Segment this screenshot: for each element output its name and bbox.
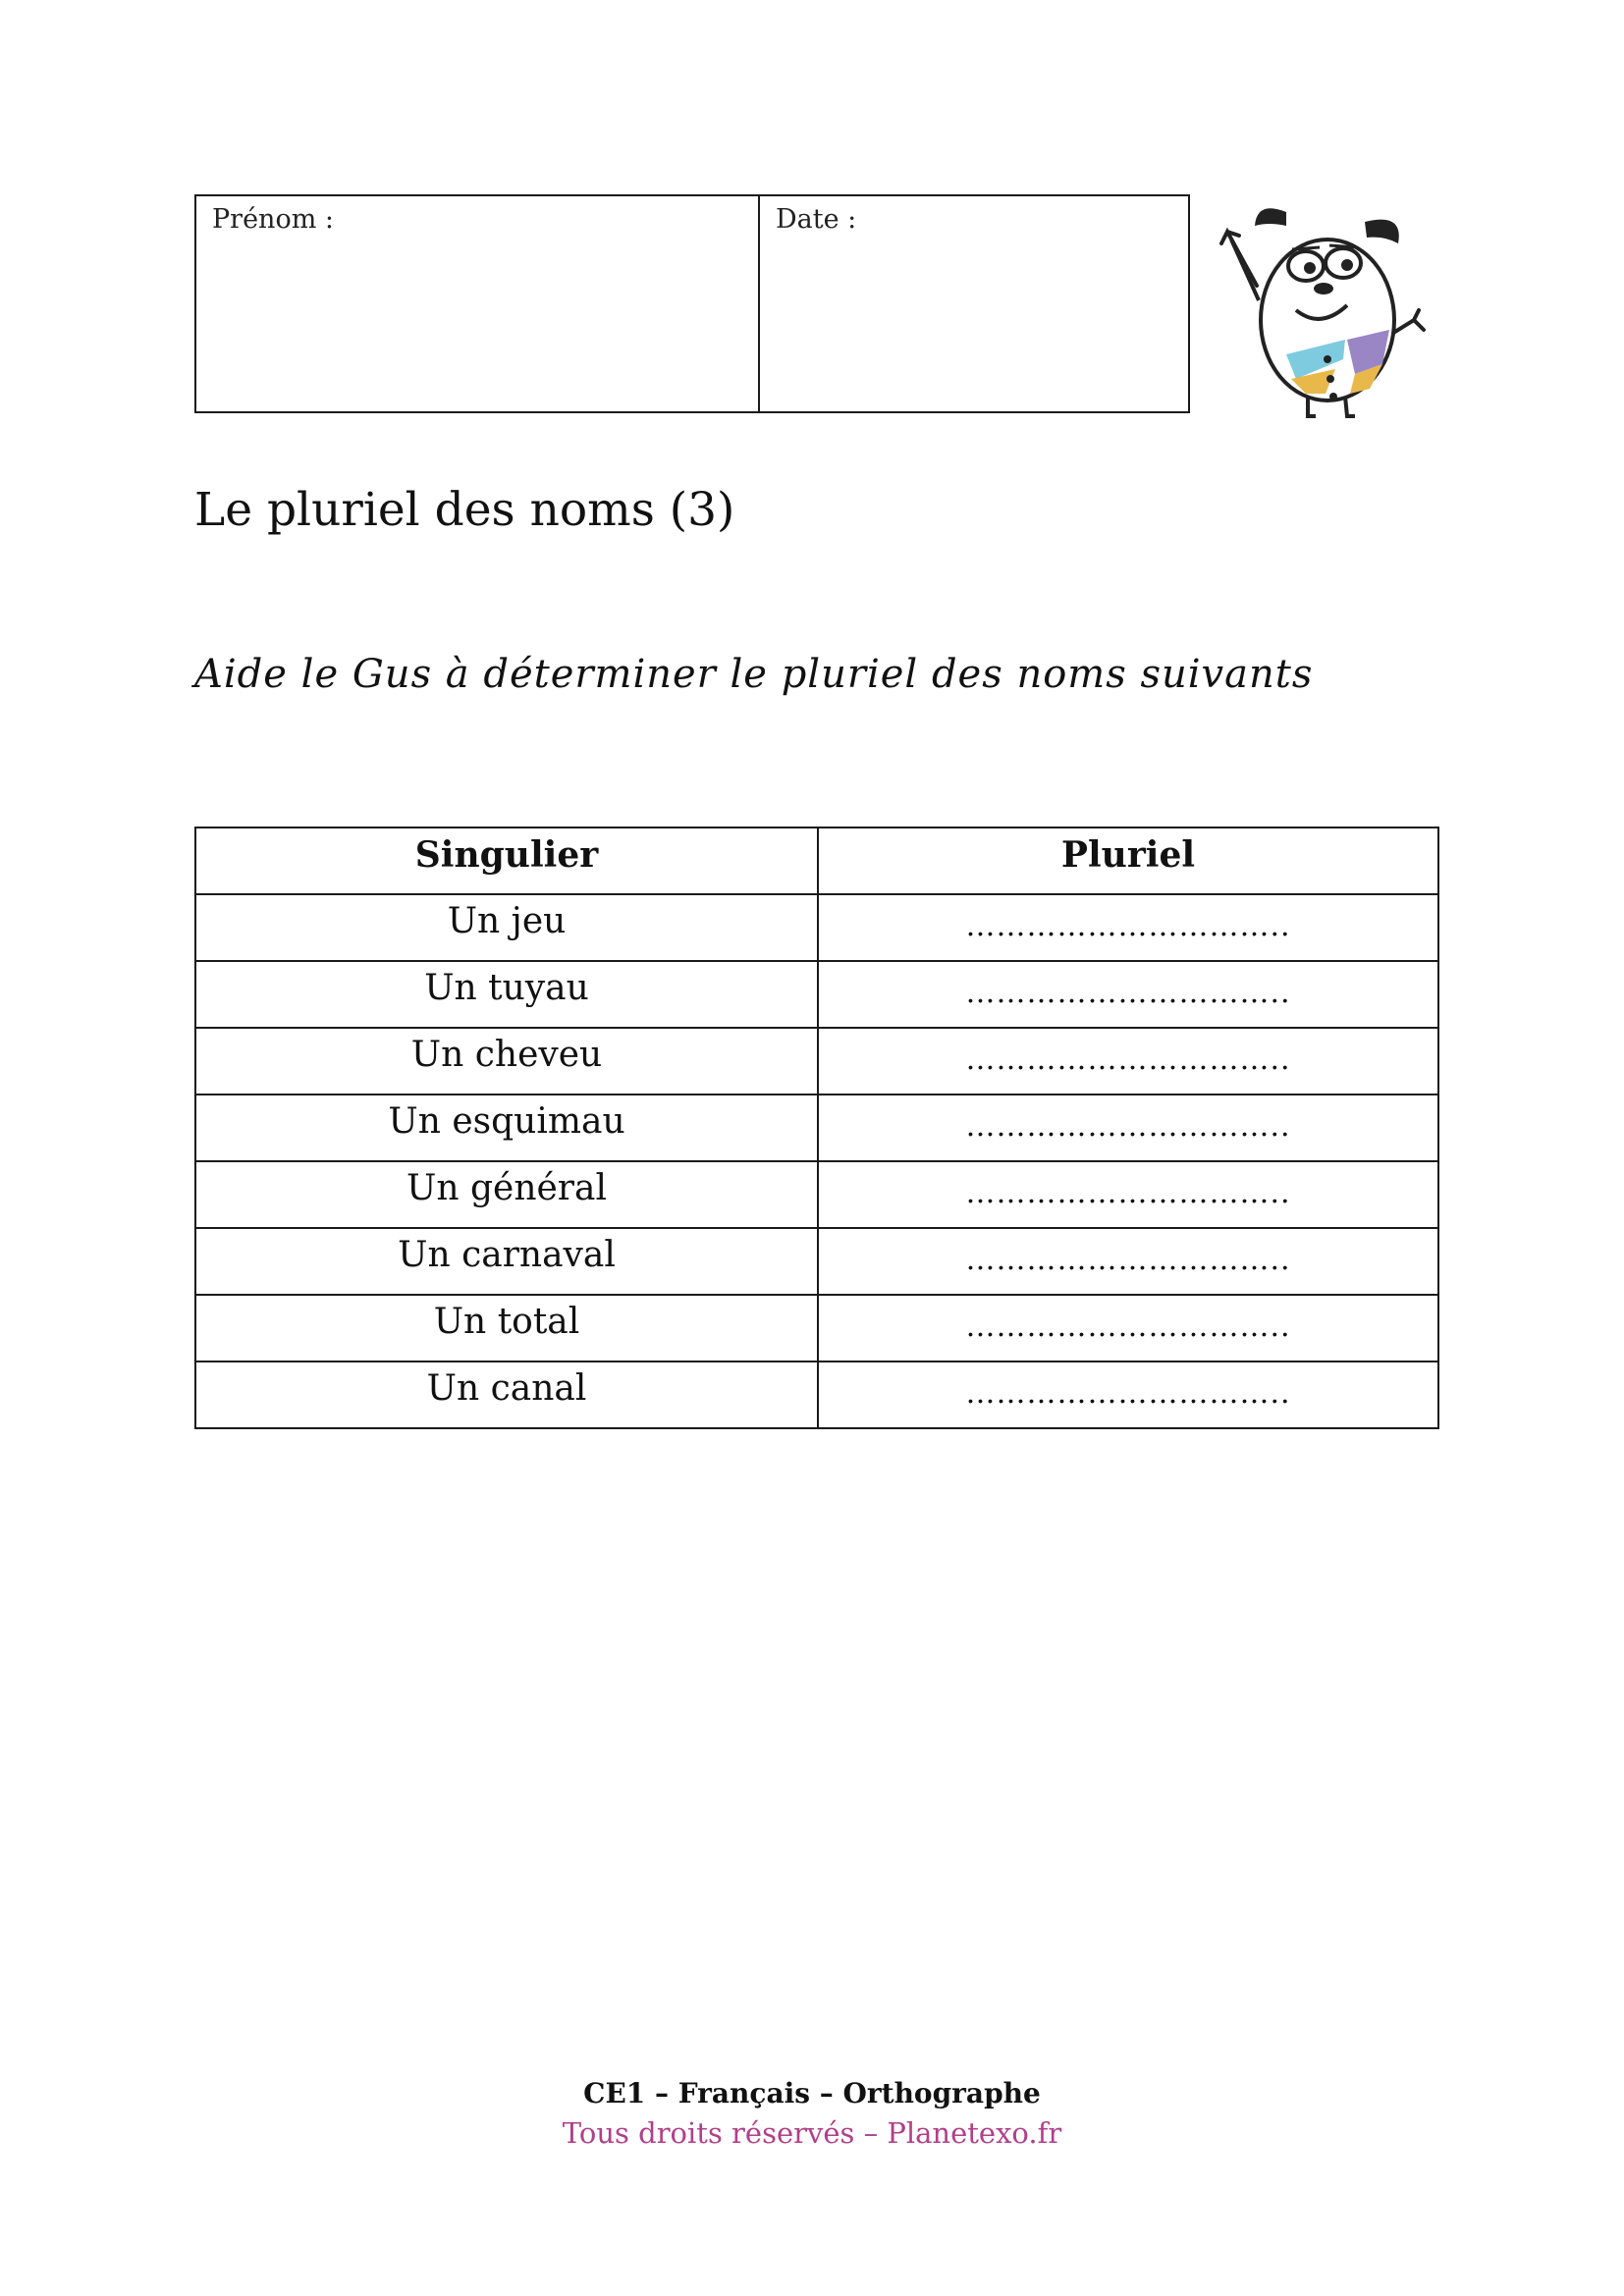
table-row <box>195 1028 1438 1095</box>
singular-cell: Un général <box>195 1161 818 1228</box>
name-field[interactable] <box>196 196 760 411</box>
gus-mascot-icon <box>1218 192 1434 418</box>
name-label: Prénom : <box>212 204 334 235</box>
date-label: Date : <box>776 204 857 235</box>
table-row <box>195 1295 1438 1362</box>
plural-answer-blank[interactable]: ………………………….. <box>818 1362 1438 1428</box>
table-row <box>195 1362 1438 1428</box>
singular-cell: Un esquimau <box>195 1095 818 1161</box>
instruction-text: Aide le Gus à déterminer le pluriel des noms suivants <box>194 652 1314 697</box>
table-header-row <box>195 828 1438 894</box>
table-row <box>195 1095 1438 1161</box>
plural-answer-blank[interactable]: ………………………….. <box>818 1295 1438 1362</box>
table-row <box>195 1228 1438 1295</box>
column-header-singular: Singulier <box>195 828 818 894</box>
plural-answer-blank[interactable]: ………………………….. <box>818 1228 1438 1295</box>
footer-copyright-link[interactable]: Tous droits réservés – Planetexo.fr <box>562 2116 1062 2150</box>
table-row <box>195 894 1438 961</box>
date-field[interactable] <box>760 196 1188 411</box>
footer-subject: CE1 – Français – Orthographe <box>583 2077 1041 2109</box>
singular-cell: Un cheveu <box>195 1028 818 1095</box>
singular-cell: Un canal <box>195 1362 818 1428</box>
singular-cell: Un total <box>195 1295 818 1362</box>
column-header-plural: Pluriel <box>818 828 1438 894</box>
plural-answer-blank[interactable]: ………………………….. <box>818 1161 1438 1228</box>
plural-exercise-table <box>194 827 1439 1429</box>
plural-answer-blank[interactable]: ………………………….. <box>818 894 1438 961</box>
singular-cell: Un jeu <box>195 894 818 961</box>
singular-cell: Un carnaval <box>195 1228 818 1295</box>
table-row <box>195 961 1438 1028</box>
plural-answer-blank[interactable]: ………………………….. <box>818 961 1438 1028</box>
table-row <box>195 1161 1438 1228</box>
singular-cell: Un tuyau <box>195 961 818 1028</box>
student-info-box <box>194 194 1190 413</box>
plural-answer-blank[interactable]: ………………………….. <box>818 1095 1438 1161</box>
page-title: Le pluriel des noms (3) <box>194 483 735 537</box>
plural-answer-blank[interactable]: ………………………….. <box>818 1028 1438 1095</box>
